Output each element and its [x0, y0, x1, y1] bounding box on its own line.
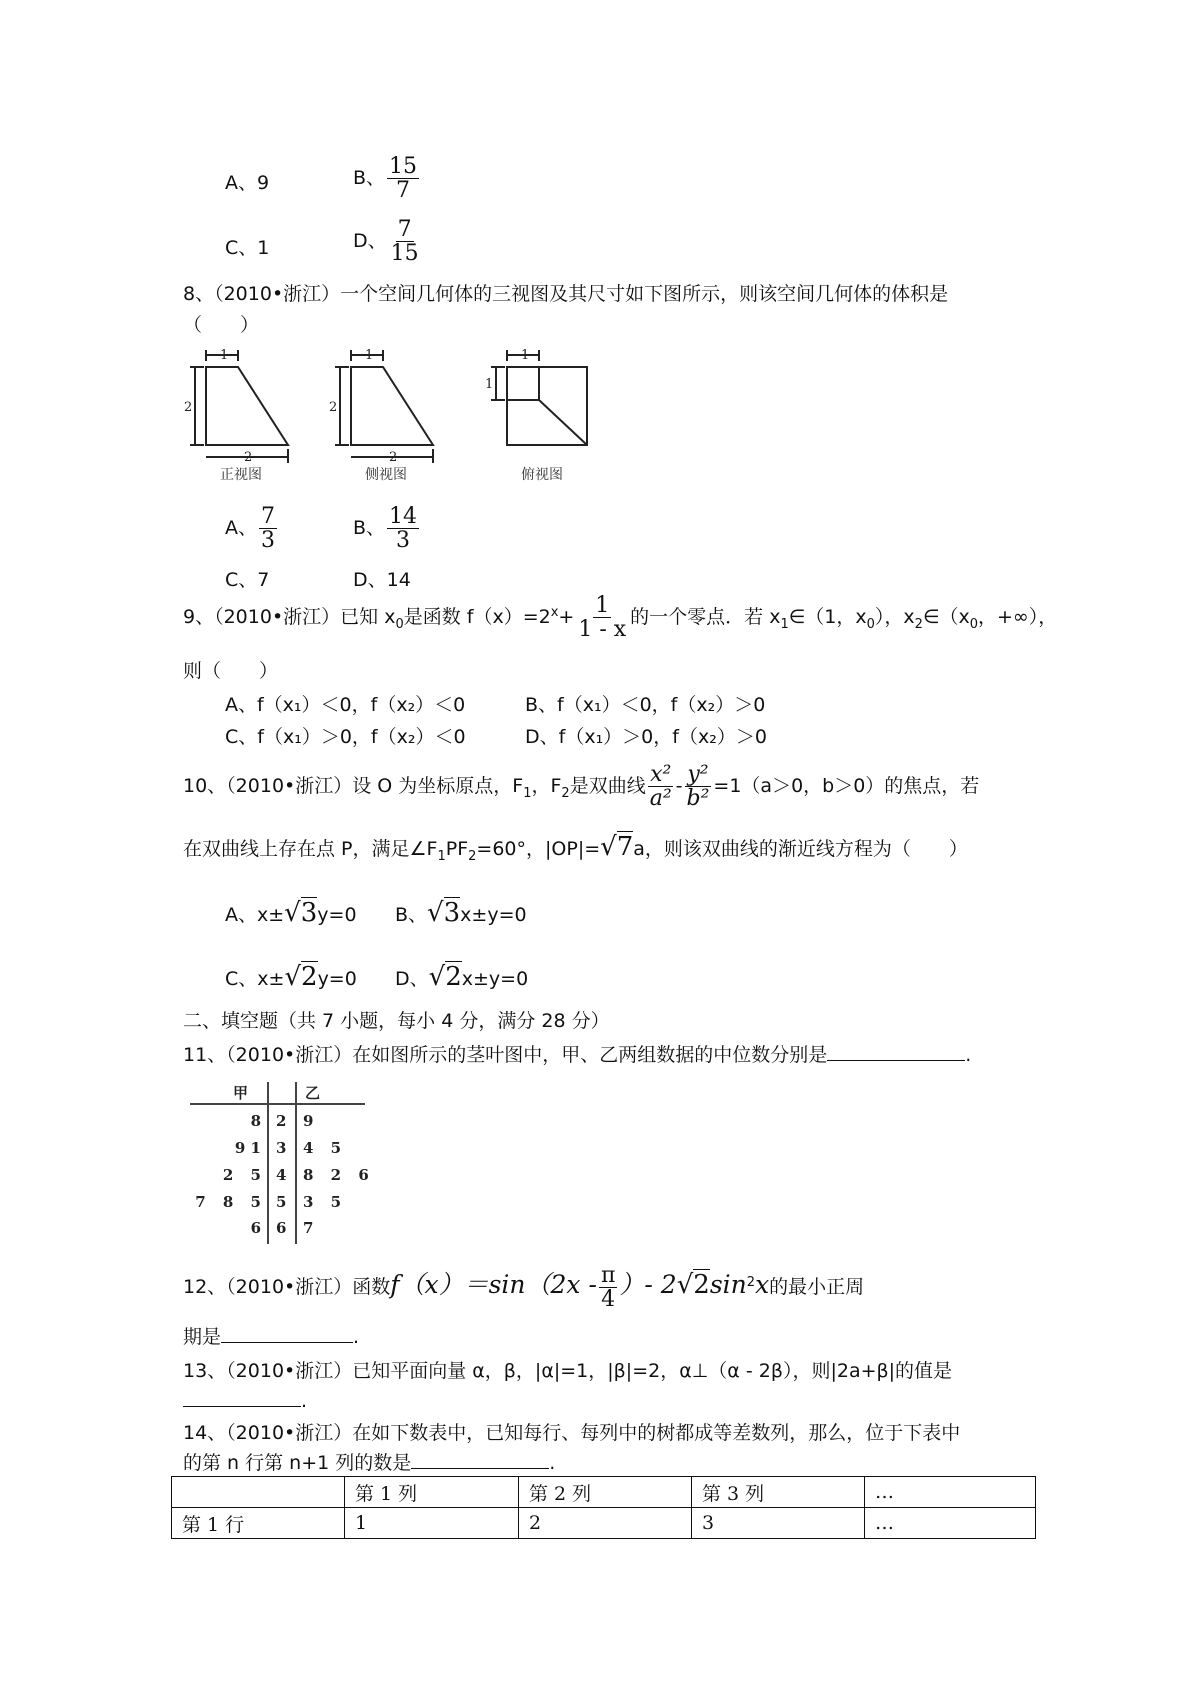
text: .: [549, 1452, 556, 1474]
sqrt-2: √2: [284, 962, 318, 992]
front-dim-top: 1: [220, 348, 229, 363]
math-expr: sin: [709, 1270, 747, 1300]
q11-stem: [183, 1040, 971, 1067]
stem-row: 6: [276, 1219, 287, 1237]
table-cell: 第 1 列: [345, 1477, 519, 1508]
table-cell: …: [865, 1508, 1036, 1539]
fraction-denominator: 7: [396, 178, 411, 204]
stem-row: 5: [276, 1193, 287, 1211]
text: a，则该双曲线的渐近线方程为（ ）: [633, 838, 968, 860]
answer-blank: [411, 1468, 549, 1469]
side-view-shape: [351, 367, 433, 445]
leaf-right-row: 9: [303, 1112, 314, 1130]
table-cell: 1: [345, 1508, 519, 1539]
text: 的一个零点．若 x: [630, 606, 781, 629]
text: 10、（2010•浙江）设 O 为坐标原点，F: [183, 775, 524, 798]
fraction-numerator: x²: [650, 762, 672, 787]
text: .: [353, 1326, 360, 1348]
q8-stem: 8、（2010•浙江）一个空间几何体的三视图及其尺寸如下图所示，则该空间几何体的体积是: [183, 283, 949, 305]
table-cell: [172, 1477, 345, 1508]
text: x±y=0: [461, 968, 529, 990]
answer-blank: [827, 1060, 965, 1061]
math-expr: f（x）＝sin（2x -: [390, 1270, 597, 1300]
text: x±y=0: [460, 904, 527, 926]
text: PF: [445, 838, 469, 860]
section-2-heading: 二、填空题（共 7 小题，每小 4 分，满分 28 分）: [183, 1010, 610, 1032]
q8-option-c: C、7: [225, 569, 270, 591]
side-dim-bottom: 2: [389, 450, 398, 465]
option-label: A、: [225, 517, 257, 540]
subscript: 0: [866, 616, 875, 632]
math-expr: ）- 2: [619, 1270, 677, 1300]
q10-option-a: [225, 898, 357, 928]
number-table: [171, 1476, 1036, 1539]
q7-option-a: A、9: [225, 172, 270, 194]
stem-row: 3: [276, 1139, 287, 1157]
q10-fraction-y: [685, 763, 712, 810]
pi-over-4-fraction: [599, 1264, 617, 1311]
radicand: 3: [443, 898, 461, 928]
text: B、: [395, 904, 428, 926]
q13-stem: 13、（2010•浙江）已知平面向量 α，β，|α|=1，|β|=2，α⊥（α - 2β），则|2a+β|的值是: [183, 1360, 953, 1382]
text: 是双曲线: [569, 775, 646, 798]
superscript: x: [550, 604, 559, 620]
text: +: [558, 606, 575, 629]
q9-option-a: A、f（x₁）＜0，f（x₂）＜0: [225, 694, 466, 716]
leaf-right-row: 4 5: [303, 1139, 342, 1157]
table-cell: 3: [692, 1508, 865, 1539]
q9-line2: 则（ ）: [183, 660, 279, 682]
radicand: 2: [693, 1270, 710, 1301]
fraction-denominator: 3: [261, 528, 275, 554]
text: ），x: [874, 606, 915, 629]
fraction-denominator: 3: [396, 528, 411, 554]
table-cell: 第 2 列: [519, 1477, 692, 1508]
q14-stem: 14、（2010•浙江）在如下数表中，已知每行、每列中的树都成等差数列，那么，位于下表中: [183, 1422, 961, 1444]
table-cell: 2: [519, 1508, 692, 1539]
fraction-numerator: 15: [389, 154, 418, 179]
stem-leaf-head-left: 甲: [233, 1084, 249, 1102]
sqrt-2: √2: [676, 1270, 710, 1301]
q8-option-a-fraction: [259, 505, 277, 552]
subscript: 0: [395, 616, 404, 632]
leaf-right-row: 8 2 6: [303, 1166, 369, 1184]
q8-paren: （ ）: [183, 314, 260, 336]
subscript: 2: [561, 785, 570, 801]
q10-line2: [183, 832, 968, 864]
q13-line2: [183, 1390, 307, 1412]
text: 在双曲线上存在点 P，满足∠F: [183, 838, 438, 860]
side-dim-left: 2: [329, 400, 338, 415]
leaf-left-row: 9 1: [234, 1139, 261, 1157]
leaf-left-row: 8: [250, 1112, 261, 1130]
fraction-denominator: 15: [390, 241, 419, 267]
front-view-shape: [206, 367, 288, 445]
leaf-right-row: 3 5: [303, 1193, 342, 1211]
table-cell: 第 3 列: [692, 1477, 865, 1508]
subscript: 1: [523, 785, 532, 801]
fraction-numerator: 14: [389, 504, 418, 529]
radicand: 3: [300, 898, 318, 928]
top-view-label: 俯视图: [521, 467, 563, 483]
radicand: 2: [445, 962, 462, 992]
q12-line2: [183, 1322, 359, 1349]
fraction-numerator: y²: [687, 762, 709, 787]
leaf-left-row: 2 5: [222, 1166, 261, 1184]
q8-option-b: [353, 505, 421, 552]
text: ，+∞），: [978, 606, 1058, 629]
front-view-label: 正视图: [220, 467, 262, 483]
text: .: [301, 1390, 308, 1412]
subscript: 1: [437, 848, 446, 864]
text: 期是: [183, 1326, 222, 1348]
text: 11、（2010•浙江）在如图所示的茎叶图中，甲、乙两组数据的中位数分别是: [183, 1044, 828, 1066]
table-header-row: [172, 1477, 1036, 1508]
q9-fraction: [576, 594, 628, 641]
answer-blank: [183, 1406, 301, 1407]
q9-option-c: C、f（x₁）＞0，f（x₂）＜0: [225, 726, 466, 748]
fraction-numerator: π: [600, 1263, 616, 1288]
fraction-numerator: 7: [397, 217, 412, 242]
text: 12、（2010•浙江）函数: [183, 1276, 391, 1299]
text: =60°，|OP|=: [476, 838, 601, 860]
stem-leaf-head-right: 乙: [305, 1084, 321, 1102]
q14-line2: [183, 1448, 555, 1475]
q10-option-c: [225, 962, 357, 992]
q9-option-d: D、f（x₁）＞0，f（x₂）＞0: [525, 726, 767, 748]
text: y=0: [317, 904, 357, 926]
subscript: 2: [468, 848, 477, 864]
q7-option-d-label: D、: [353, 230, 387, 253]
radicand: 7: [616, 832, 634, 862]
q10-fraction-x: [648, 763, 674, 810]
leaf-left-row: 7 8 5: [195, 1193, 261, 1211]
fraction-numerator: 7: [261, 504, 275, 529]
table-cell: 第 1 行: [172, 1508, 345, 1539]
q7-option-b-fraction: [387, 155, 419, 202]
fraction-denominator: 1 - x: [578, 617, 627, 643]
q12-stem: [183, 1264, 864, 1311]
answer-blank: [221, 1342, 353, 1343]
q7-option-c: C、1: [225, 237, 270, 259]
fraction-denominator: 4: [601, 1287, 616, 1313]
top-dim-left: 1: [485, 377, 494, 392]
sqrt-3: √3: [284, 898, 318, 928]
fraction-denominator: a²: [649, 786, 672, 812]
side-view-label: 侧视图: [365, 467, 407, 483]
text: 9、（2010•浙江）已知 x: [183, 606, 396, 629]
stem-row: 2: [276, 1112, 287, 1130]
stem-row: 4: [276, 1166, 287, 1184]
text: 是函数 f（x）=2: [403, 606, 551, 629]
leaf-right-row: 7: [303, 1219, 314, 1237]
q7-option-b: [353, 155, 421, 202]
text: 的第 n 行第 n+1 列的数是: [183, 1452, 412, 1474]
sqrt-2: √2: [428, 962, 462, 992]
front-dim-bottom: 2: [244, 450, 253, 465]
text: -: [675, 775, 683, 798]
text: y=0: [317, 968, 357, 990]
fraction-denominator: b²: [686, 786, 710, 812]
q10-option-b: [395, 898, 527, 928]
table-cell: …: [865, 1477, 1036, 1508]
q8-option-b-fraction: [387, 505, 419, 552]
text: C、x±: [225, 968, 285, 990]
leaf-left-row: 6: [250, 1219, 261, 1237]
text: ∈（x: [922, 606, 970, 629]
superscript: 2: [746, 1274, 756, 1290]
radicand: 2: [301, 962, 318, 992]
q7-option-d-fraction: [389, 218, 421, 265]
q8-option-a: [225, 505, 279, 552]
front-dim-left: 2: [184, 400, 193, 415]
math-expr: x: [755, 1270, 770, 1300]
q10-stem: [183, 763, 979, 810]
q7-option-d: [353, 218, 423, 265]
three-view-diagram: [180, 345, 600, 485]
text: .: [965, 1044, 972, 1066]
fraction-numerator: 1: [595, 593, 610, 618]
stem-leaf-plot: [185, 1078, 385, 1248]
q10-option-d: [395, 962, 528, 992]
text: 的最小正周: [769, 1276, 865, 1299]
text: =1（a＞0，b＞0）的焦点，若: [713, 775, 980, 798]
table-row: [172, 1508, 1036, 1539]
side-dim-top: 1: [365, 348, 374, 363]
q9-option-b: B、f（x₁）＜0，f（x₂）＞0: [525, 694, 766, 716]
top-dim-top: 1: [521, 348, 530, 363]
q9-stem: 9、（2010•浙江）已知 $x_0$是函数 $f(x)=2^x+$ $\frac{1}{1 - x}$ 的一个零点．若 $x_1\in(1$，$x_0$），$x_2\in(x_0$，+∞），: [183, 593, 1058, 643]
text: ，F: [531, 775, 562, 798]
q7-option-b-label: B、: [353, 167, 386, 190]
option-label: B、: [353, 517, 386, 540]
text: A、x±: [225, 904, 285, 926]
subscript: 0: [969, 616, 979, 632]
sqrt-3: √3: [427, 898, 461, 928]
text: D、: [395, 968, 429, 990]
q8-option-d: D、14: [353, 569, 411, 591]
sqrt-7: √7: [600, 832, 634, 862]
text: ∈（1，x: [788, 606, 867, 629]
